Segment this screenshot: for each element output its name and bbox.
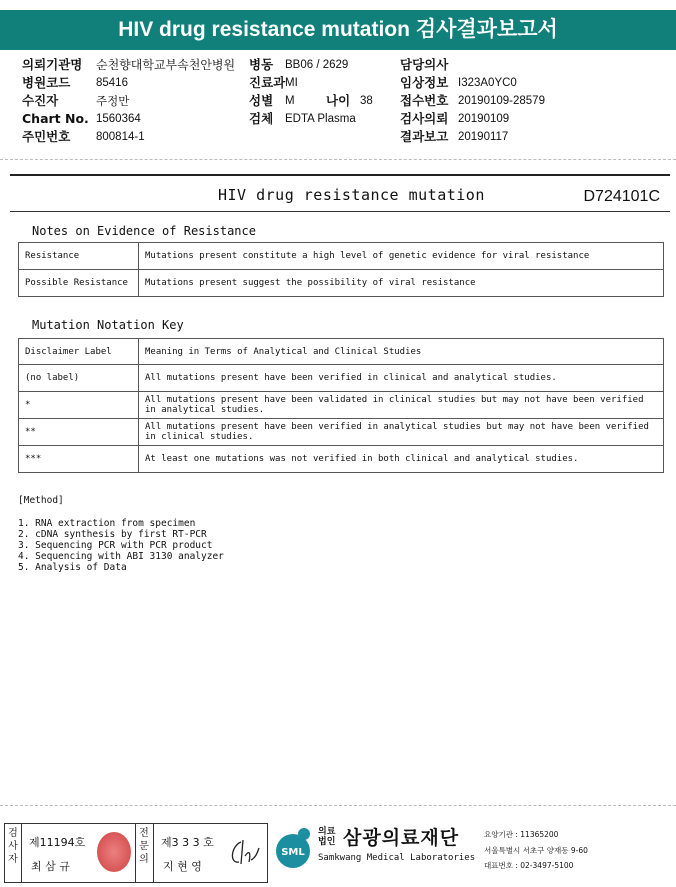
box-divider — [135, 824, 136, 882]
doc-code: D724101C — [583, 188, 660, 205]
key-table — [18, 338, 664, 473]
table-row — [19, 419, 664, 446]
info-value: M — [285, 95, 295, 107]
table-cell: *** — [19, 446, 139, 473]
info-value: EDTA Plasma — [285, 113, 356, 125]
info-row — [22, 92, 662, 110]
info-label: 의뢰기관명 — [22, 57, 83, 72]
table-row — [19, 339, 664, 365]
examiner-label: 검사자 — [8, 828, 18, 865]
top-rule — [10, 174, 670, 176]
method-section — [18, 495, 224, 573]
footer-divider — [0, 805, 676, 806]
info-value: 1560364 — [96, 113, 141, 125]
examiner-license: 제11194호 — [29, 836, 86, 849]
table-row — [19, 243, 664, 270]
info-label: 수진자 — [22, 93, 59, 108]
info-label: 주민번호 — [22, 129, 71, 144]
logo-text: SML — [281, 847, 305, 858]
table-row — [19, 270, 664, 297]
info-label: 성별 — [249, 93, 274, 108]
info-value: 800814-1 — [96, 131, 145, 143]
examiner-name: 최 삼 규 — [31, 860, 70, 873]
table-cell: (no label) — [19, 365, 139, 392]
footer — [0, 805, 676, 887]
method-step: 4. Sequencing with ABI 3130 analyzer — [18, 551, 224, 562]
org-address: 요양기관 : 11365200 — [484, 830, 559, 839]
info-value: MI — [285, 77, 298, 89]
info-row — [22, 56, 662, 74]
table-cell: Disclaimer Label — [19, 339, 139, 365]
table-row — [19, 392, 664, 419]
org-name: 삼광의료재단 — [343, 827, 460, 849]
info-value: 20190109 — [458, 113, 510, 125]
signature-box — [4, 823, 268, 883]
title-rule — [10, 211, 670, 212]
method-step: 1. RNA extraction from specimen — [18, 518, 196, 529]
section-divider — [0, 159, 676, 160]
info-value: 20190109-28579 — [458, 95, 545, 107]
info-label: 병원코드 — [22, 75, 71, 90]
table-row — [19, 365, 664, 392]
table-cell: * — [19, 392, 139, 419]
method-step: 5. Analysis of Data — [18, 562, 127, 573]
info-label: 검체 — [249, 111, 274, 126]
specialist-label: 전문의 — [139, 828, 149, 865]
info-value: I323A0YC0 — [458, 77, 517, 89]
table-row — [19, 446, 664, 473]
info-label: Chart No. — [22, 111, 89, 126]
table-cell: ** — [19, 419, 139, 446]
report-title: HIV drug resistance mutation 검사결과보고서 — [0, 10, 676, 50]
info-value: 순천향대학교부속천안병원 — [96, 58, 236, 72]
specialist-license: 제3 3 3 호 — [161, 836, 214, 849]
info-label: 병동 — [249, 57, 274, 72]
notes-table — [18, 242, 664, 297]
signature-icon — [227, 834, 261, 870]
notes-heading: Notes on Evidence of Resistance — [32, 224, 256, 238]
table-cell: Mutations present suggest the possibility of viral resistance — [139, 270, 664, 297]
table-cell: At least one mutations was not verified in both clinical and analytical studies. — [139, 446, 664, 473]
doc-title: HIV drug resistance mutation — [218, 186, 485, 204]
table-cell: All mutations present have been verified in clinical and analytical studies. — [139, 365, 664, 392]
info-value: 85416 — [96, 77, 128, 89]
org-english: Samkwang Medical Laboratories — [318, 853, 476, 863]
seal-stamp — [97, 832, 131, 872]
box-divider — [153, 824, 154, 882]
table-cell: Mutations present constitute a high level of genetic evidence for viral resistance — [139, 243, 664, 270]
table-cell: All mutations present have been validated in clinical studies but may not have been verified in analytical studies. — [139, 392, 664, 419]
method-heading: [Method] — [18, 495, 64, 506]
info-label: 나이 — [326, 93, 351, 108]
info-label: 결과보고 — [400, 129, 449, 144]
info-label: 진료과 — [249, 75, 286, 90]
table-cell: All mutations present have been verified in analytical studies but may not have been verified in clinical studies. — [139, 419, 664, 446]
box-divider — [21, 824, 22, 882]
info-label: 담당의사 — [400, 57, 449, 72]
method-step: 2. cDNA synthesis by first RT-PCR — [18, 529, 207, 540]
org-prefix: 의료 법인 — [318, 827, 336, 847]
info-row — [22, 110, 662, 128]
specialist-name: 지 현 영 — [163, 860, 202, 873]
table-cell: Resistance — [19, 243, 139, 270]
method-step: 3. Sequencing PCR with PCR product — [18, 540, 213, 551]
org-phone: 대표번호 : 02-3497-5100 — [484, 861, 574, 870]
scanned-report — [10, 170, 670, 800]
info-label: 임상정보 — [400, 75, 449, 90]
info-row — [22, 128, 662, 146]
info-label: 접수번호 — [400, 93, 449, 108]
info-row — [22, 74, 662, 92]
org-address: 서울특별시 서초구 양재동 9-60 — [484, 846, 588, 855]
info-label: 검사의뢰 — [400, 111, 449, 126]
info-value: BB06 / 2629 — [285, 59, 349, 71]
info-value: 20190117 — [458, 131, 509, 143]
patient-info — [22, 56, 662, 146]
sml-logo-icon — [272, 825, 318, 869]
key-heading: Mutation Notation Key — [32, 318, 184, 332]
table-cell: Meaning in Terms of Analytical and Clinical Studies — [139, 339, 664, 365]
info-value: 주정만 — [96, 94, 130, 108]
info-value: 38 — [360, 95, 373, 107]
table-cell: Possible Resistance — [19, 270, 139, 297]
